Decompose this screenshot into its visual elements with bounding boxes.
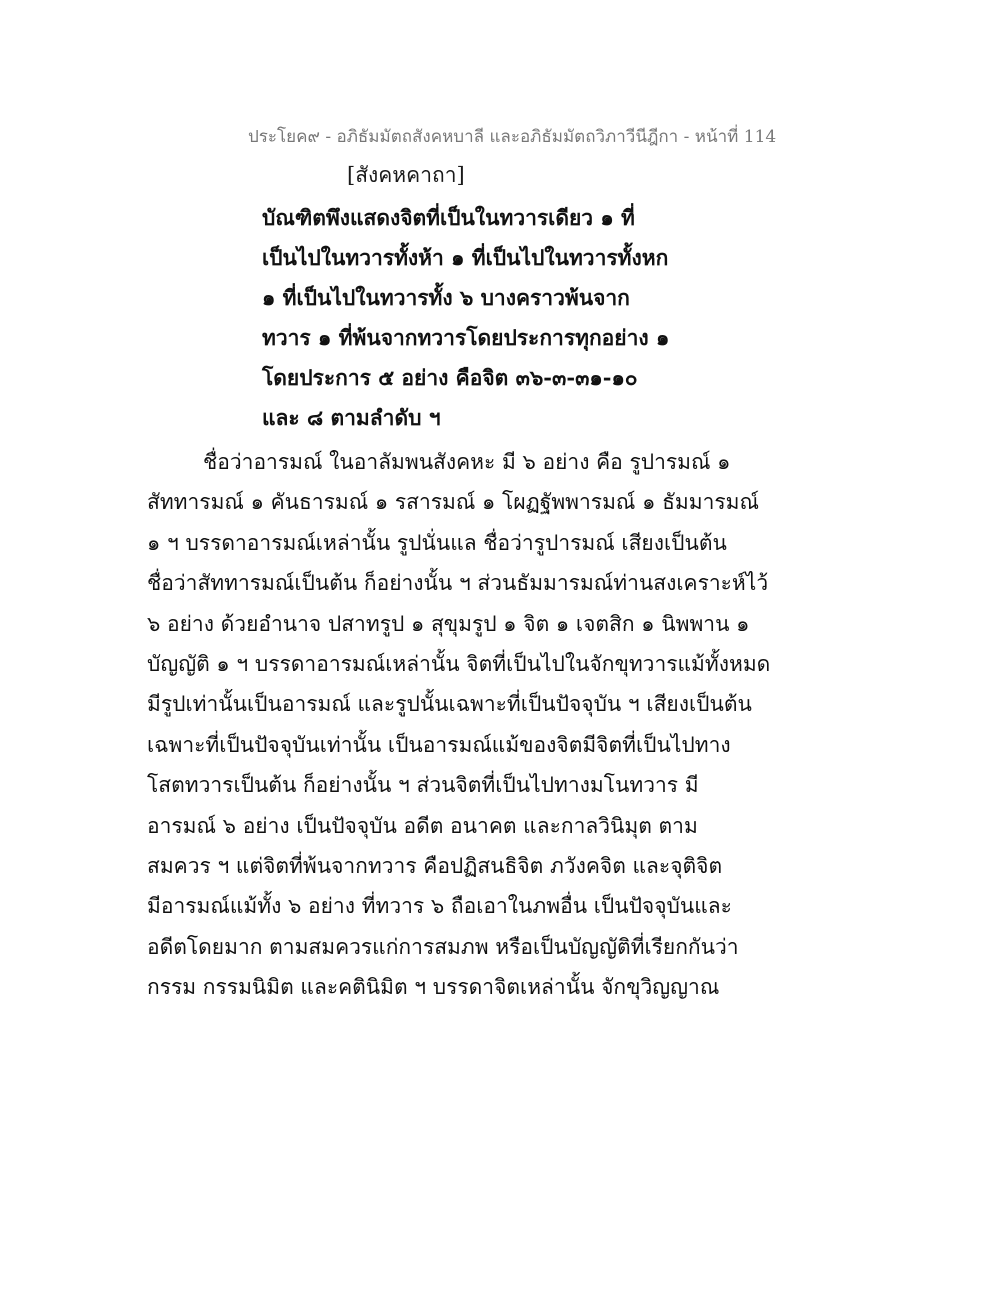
verse-line: โดยประการ ๕ อย่าง คือจิต ๓๖-๓-๓๑-๑๐ <box>262 365 638 390</box>
body-line: ๑ ฯ บรรดาอารมณ์เหล่านั้น รูปนั่นแล ชื่อว่ารูปารมณ์ เสียงเป็นต้น <box>147 530 727 555</box>
verse-line: เป็นไปในทวารทั้งห้า ๑ ที่เป็นไปในทวารทั้งหก <box>262 245 669 270</box>
body-paragraph <box>147 442 771 1007</box>
body-line: บัญญัติ ๑ ฯ บรรดาอารมณ์เหล่านั้น จิตที่เป็นไปในจักขุทวารแม้ทั้งหมด <box>147 651 771 676</box>
section-heading: [สังคหคาถา] <box>347 163 465 187</box>
verse-line: ทวาร ๑ ที่พ้นจากทวารโดยประการทุกอย่าง ๑ <box>262 325 670 350</box>
verse-block <box>262 198 692 438</box>
body-line: ชื่อว่าสัททารมณ์เป็นต้น ก็อย่างนั้น ฯ ส่วนธัมมารมณ์ท่านสงเคราะห์ไว้ <box>147 571 769 596</box>
body-line: สัททารมณ์ ๑ คันธารมณ์ ๑ รสารมณ์ ๑ โผฏฐัพพารมณ์ ๑ ธัมมารมณ์ <box>147 490 759 515</box>
verse-line: บัณฑิตพึงแสดงจิตที่เป็นในทวารเดียว ๑ ที่ <box>262 205 635 230</box>
verse-line: ๑ ที่เป็นไปในทวารทั้ง ๖ บางคราวพ้นจาก <box>262 285 630 310</box>
page-header: ประโยค๙ - อภิธัมมัตถสังคหบาลี และอภิธัมมัตถวิภาวีนีฎีกา - หน้าที่ 114 <box>248 127 777 147</box>
body-line: อดีตโดยมาก ตามสมควรแก่การสมภพ หรือเป็นบัญญัติที่เรียกกันว่า <box>147 934 739 959</box>
body-line: กรรม กรรมนิมิต และคตินิมิต ฯ บรรดาจิตเหล่านั้น จักขุวิญญาณ <box>147 975 720 1000</box>
body-line: มีอารมณ์แม้ทั้ง ๖ อย่าง ที่ทวาร ๖ ถือเอาในภพอื่น เป็นปัจจุบันและ <box>147 894 732 919</box>
body-line: ชื่อว่าอารมณ์ ในอาลัมพนสังคหะ มี ๖ อย่าง คือ รูปารมณ์ ๑ <box>203 450 731 474</box>
body-line: ๖ อย่าง ด้วยอำนาจ ปสาทรูป ๑ สุขุมรูป ๑ จิต ๑ เจตสิก ๑ นิพพาน ๑ <box>147 611 750 636</box>
body-line: มีรูปเท่านั้นเป็นอารมณ์ และรูปนั้นเฉพาะที่เป็นปัจจุบัน ฯ เสียงเป็นต้น <box>147 692 752 717</box>
body-line: อารมณ์ ๖ อย่าง เป็นปัจจุบัน อดีต อนาคต และกาลวินิมุต ตาม <box>147 813 698 838</box>
body-line: สมควร ฯ แต่จิตที่พ้นจากทวาร คือปฏิสนธิจิต ภวังคจิต และจุติจิต <box>147 853 723 878</box>
verse-line: และ ๘ ตามลำดับ ฯ <box>262 405 441 430</box>
body-line: เฉพาะที่เป็นปัจจุบันเท่านั้น เป็นอารมณ์แม้ของจิตมีจิตที่เป็นไปทาง <box>147 732 731 757</box>
body-line: โสตทวารเป็นต้น ก็อย่างนั้น ฯ ส่วนจิตที่เป็นไปทางมโนทวาร มี <box>147 773 699 798</box>
